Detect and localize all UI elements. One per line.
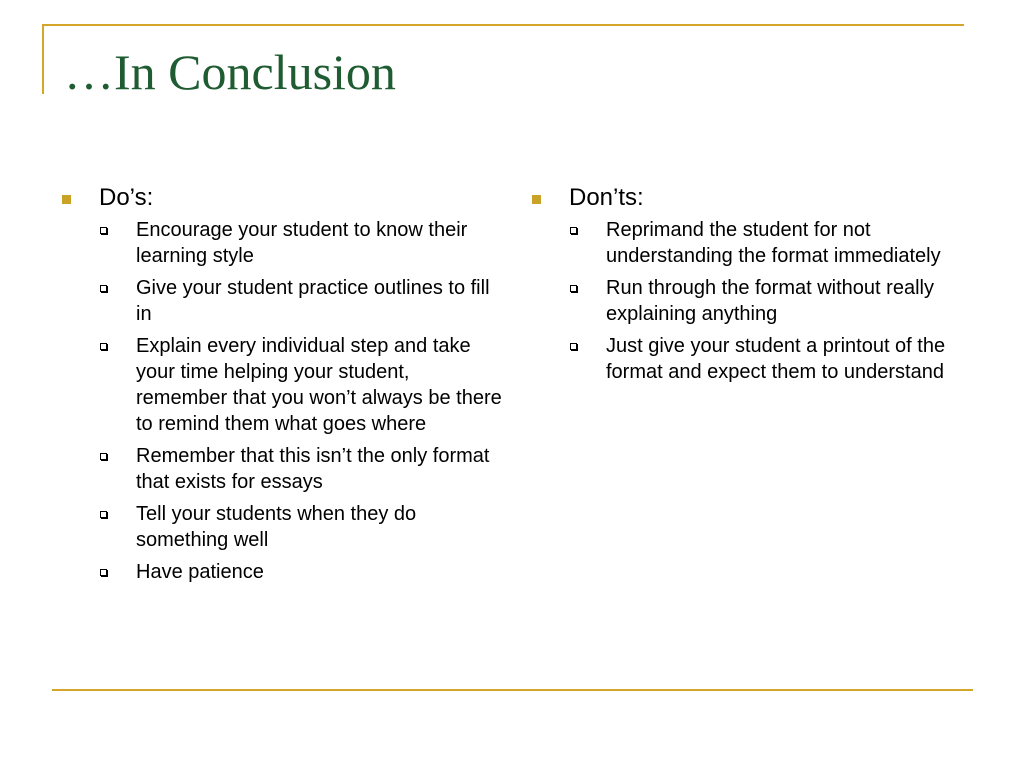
list-item bbox=[570, 275, 972, 327]
list-item-text: Remember that this isn’t the only format that exists for essays bbox=[136, 445, 490, 493]
list-item bbox=[100, 443, 502, 495]
donts-column bbox=[532, 183, 972, 391]
hollow-square-bullet-icon bbox=[100, 511, 107, 518]
hollow-square-bullet-icon bbox=[100, 569, 107, 576]
list-item-text: Encourage your student to know their learning style bbox=[136, 219, 468, 267]
hollow-square-bullet-icon bbox=[570, 285, 577, 292]
dos-heading-text: Do’s: bbox=[99, 184, 154, 211]
list-item bbox=[570, 333, 972, 385]
list-item-text: Give your student practice outlines to fill in bbox=[136, 277, 490, 325]
list-item-text: Just give your student a printout of the format and expect them to understand bbox=[606, 335, 946, 383]
list-item-text: Have patience bbox=[136, 561, 264, 583]
donts-heading bbox=[532, 183, 972, 213]
list-item bbox=[100, 333, 502, 437]
square-bullet-icon bbox=[62, 195, 71, 204]
frame-bottom-line bbox=[52, 689, 973, 691]
hollow-square-bullet-icon bbox=[570, 343, 577, 350]
list-item bbox=[100, 501, 502, 553]
list-item-text: Reprimand the student for not understanding the format immediately bbox=[606, 219, 941, 267]
donts-list bbox=[532, 217, 972, 385]
hollow-square-bullet-icon bbox=[100, 343, 107, 350]
hollow-square-bullet-icon bbox=[570, 227, 577, 234]
square-bullet-icon bbox=[532, 195, 541, 204]
slide-title: …In Conclusion bbox=[64, 44, 396, 100]
donts-heading-text: Don’ts: bbox=[569, 184, 644, 211]
frame-left-line bbox=[42, 24, 44, 94]
hollow-square-bullet-icon bbox=[100, 227, 107, 234]
dos-heading bbox=[62, 183, 502, 213]
list-item-text: Run through the format without really explaining anything bbox=[606, 277, 934, 325]
hollow-square-bullet-icon bbox=[100, 453, 107, 460]
hollow-square-bullet-icon bbox=[100, 285, 107, 292]
list-item bbox=[100, 559, 502, 585]
list-item bbox=[100, 217, 502, 269]
frame-top-line bbox=[42, 24, 964, 26]
list-item-text: Explain every individual step and take your time helping your student, remember that you won’t always be there to remind them what goes where bbox=[136, 335, 502, 435]
list-item bbox=[100, 275, 502, 327]
list-item bbox=[570, 217, 972, 269]
list-item-text: Tell your students when they do something well bbox=[136, 503, 417, 551]
dos-column bbox=[62, 183, 502, 591]
dos-list bbox=[62, 217, 502, 585]
